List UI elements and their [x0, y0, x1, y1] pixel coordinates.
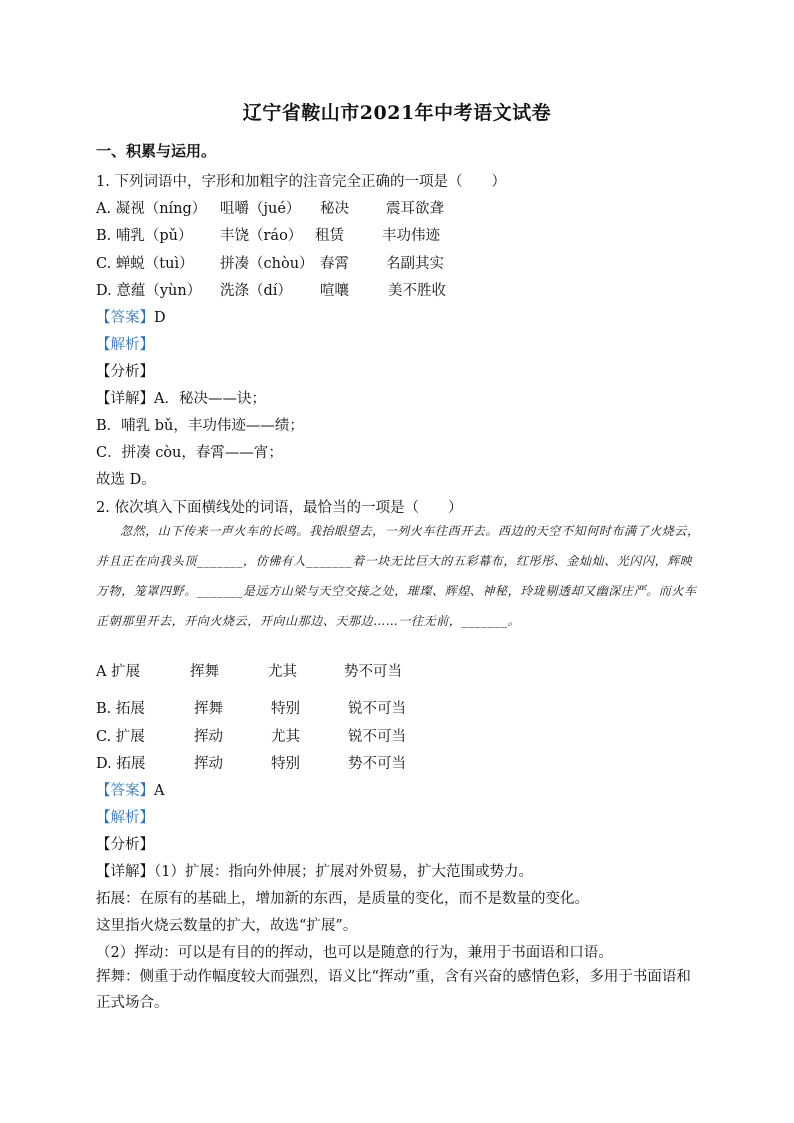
section-heading: 一、积累与运用。 — [96, 142, 217, 160]
option-word: 势不可当 — [344, 664, 402, 680]
q2-analysis-tag: 【解析】 — [96, 810, 154, 826]
q2-last-paragraph — [96, 964, 702, 1016]
option-word: C. 蝉蜕（tuì） — [96, 256, 194, 272]
q1-fenxi-tag: 【分析】 — [96, 364, 154, 380]
option-word: A. 凝视（níng） — [96, 201, 207, 217]
answer-value: D — [154, 310, 166, 326]
option-word: B. 拓展 — [96, 701, 145, 717]
option-word: 喧嚷 — [320, 283, 349, 299]
option-word: 丰功伟迹 — [382, 228, 440, 244]
option-word: 尤其 — [268, 664, 297, 680]
answer-tag: 【答案】 — [96, 310, 154, 326]
detail-text: 挥舞：侧重于动作幅度较大而强烈，语义比“挥动”重，含有兴奋的感情色彩，多用于书面语和正式场合。 — [96, 969, 691, 1011]
option-word: 拼凑（chòu） — [220, 256, 314, 272]
option-word: 咀嚼（jué） — [220, 201, 301, 217]
passage-text: 忽然，山下传来一声火车的长鸣。我抬眼望去，一列火车往西开去。西边的天空不知何时布满了火烧云，并且正在向我头顶_______，仿佛有人_______着一块无比巨大的五彩幕布，红彤彤、金灿灿、光闪闪，辉映万物，笼罩四野。_______是远方山梁与天空交接之处，璀璨、辉煌、神秘，玲珑剔透却又幽深庄严。而火车正朝那里开去，开向火烧云，开向山那边、天那边……一往无前，_______。 — [96, 524, 700, 628]
q2-detail-line: （2）挥动：可以是有目的的挥动，也可以是随意的行为，兼用于书面语和口语。 — [96, 945, 613, 961]
option-word: 秘决 — [320, 201, 349, 217]
option-word: D. 意蕴（yùn） — [96, 283, 202, 299]
option-word: B. 哺乳（pǔ） — [96, 228, 193, 244]
q2-detail-line: 拓展：在原有的基础上，增加新的东西，是质量的变化，而不是数量的变化。 — [96, 891, 589, 907]
q1-answer — [96, 306, 166, 327]
detail-text: A．秘决——诀； — [154, 391, 266, 407]
option-word: 锐不可当 — [348, 729, 406, 745]
option-word: A 扩展 — [96, 664, 141, 680]
option-word: 春霄 — [320, 256, 349, 272]
detail-text: （1）扩展：指向外伸展；扩展对外贸易，扩大范围或势力。 — [154, 864, 533, 880]
option-word: 尤其 — [271, 729, 300, 745]
option-word: C. 扩展 — [96, 729, 145, 745]
option-word: 锐不可当 — [348, 701, 406, 717]
option-word: 挥舞 — [190, 664, 219, 680]
page-title: 辽宁省鞍山市2021年中考语文试卷 — [242, 102, 552, 124]
q2-passage — [96, 516, 702, 636]
answer-tag: 【答案】 — [96, 783, 154, 799]
q1-detail-line: B．哺乳 bǔ，丰功伟迹——绩； — [96, 418, 304, 434]
answer-value: A — [154, 783, 165, 799]
option-word: 美不胜收 — [388, 283, 446, 299]
q1-stem: 1. 下列词语中，字形和加粗字的注音完全正确的一项是（ ） — [96, 174, 506, 190]
q2-answer — [96, 779, 164, 800]
q2-detail-line: 这里指火烧云数量的扩大，故选“扩展”。 — [96, 918, 358, 934]
option-word: 租赁 — [315, 228, 344, 244]
option-word: 挥动 — [194, 756, 223, 772]
option-word: 势不可当 — [348, 756, 406, 772]
q2-fenxi-tag: 【分析】 — [96, 837, 154, 853]
detail-tag: 【详解】 — [96, 864, 154, 880]
q1-detail-line: C．拼凑 còu，春霄——宵； — [96, 445, 283, 461]
option-word: 名副其实 — [386, 256, 444, 272]
q2-stem: 2. 依次填入下面横线处的词语，最恰当的一项是（ ） — [96, 500, 463, 516]
q1-analysis-tag: 【解析】 — [96, 337, 154, 353]
option-word: 挥舞 — [194, 701, 223, 717]
option-word: 挥动 — [194, 729, 223, 745]
q2-detail-line — [96, 860, 533, 881]
option-word: 特别 — [271, 756, 300, 772]
q1-detail-line — [96, 387, 266, 408]
option-word: 丰饶（ráo） — [220, 228, 303, 244]
option-word: 特别 — [271, 701, 300, 717]
q1-detail-line: 故选 D。 — [96, 472, 156, 488]
option-word: 震耳欲聋 — [386, 201, 444, 217]
detail-tag: 【详解】 — [96, 391, 154, 407]
option-word: 洗涤（dí） — [220, 283, 292, 299]
option-word: D. 拓展 — [96, 756, 146, 772]
